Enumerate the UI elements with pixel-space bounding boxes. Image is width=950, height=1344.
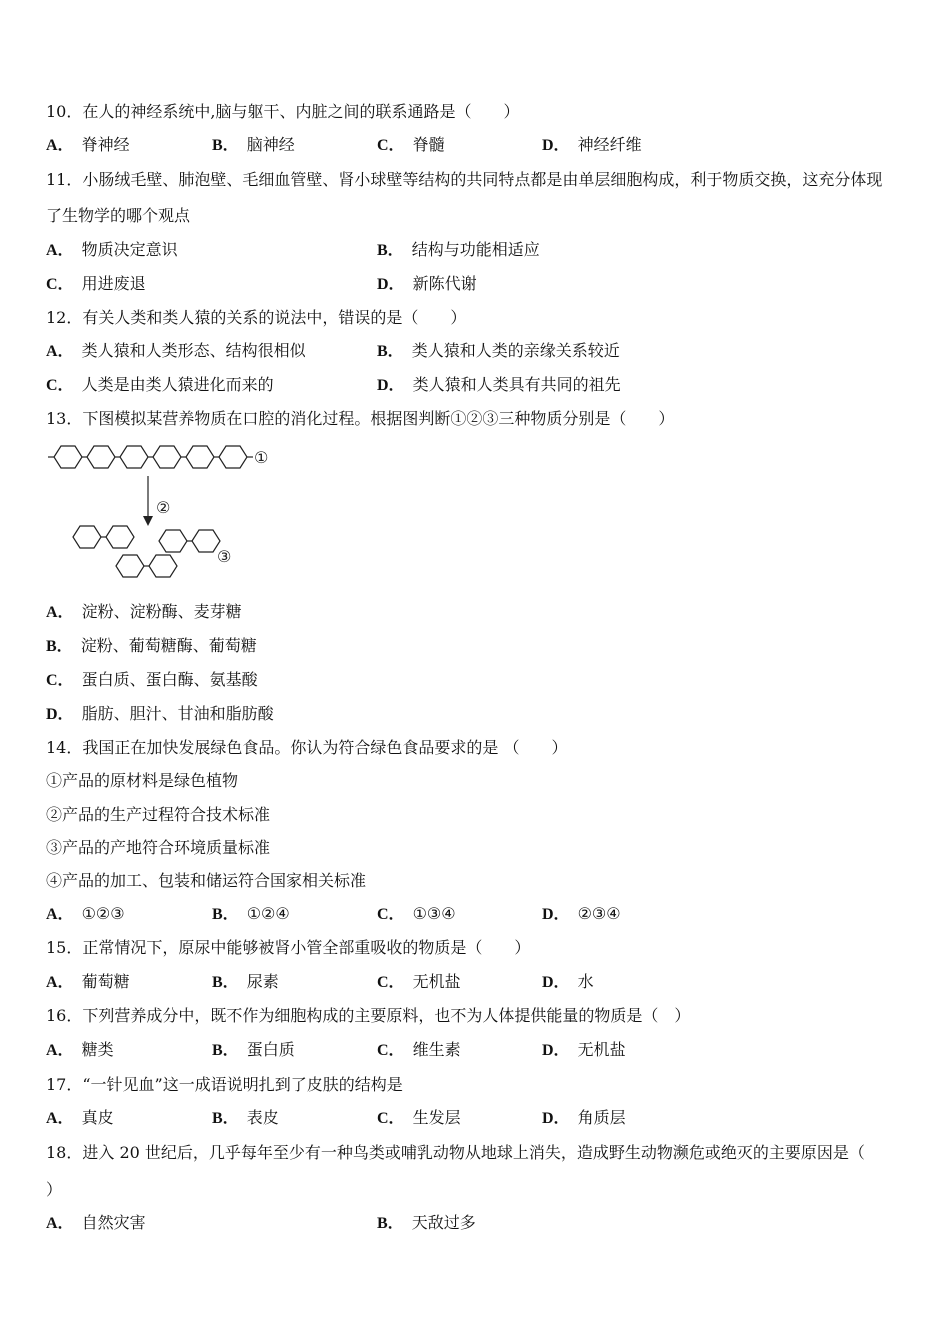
q11-stem-line1: 11．小肠绒毛壁、肺泡壁、毛细血管壁、肾小球壁等结构的共同特点都是由单层细胞构成，利于物质交换，这充分体现 <box>46 170 883 189</box>
q11-option-b: B． 结构与功能相适应 <box>377 240 540 259</box>
q10-option-c: C． 脊髓 <box>377 135 445 154</box>
q14-option-a: A． ①②③ <box>46 904 125 923</box>
q11-option-c: C． 用进废退 <box>46 274 146 293</box>
arrow-head <box>143 516 153 526</box>
q16-stem: 16．下列营养成分中，既不作为细胞构成的主要原料，也不为人体提供能量的物质是（ ） <box>46 1006 691 1025</box>
q18-stem-line2: ） <box>46 1180 63 1199</box>
q16-option-c: C． 维生素 <box>377 1040 461 1059</box>
label-1: ① <box>254 448 269 467</box>
q15-option-d: D． 水 <box>542 972 594 991</box>
q16-option-a: A． 糖类 <box>46 1040 114 1059</box>
q11-option-a: A． 物质决定意识 <box>46 240 178 259</box>
q10-option-a: A． 脊神经 <box>46 135 130 154</box>
hexagon <box>120 446 148 468</box>
label-3: ③ <box>217 547 232 566</box>
q14-option-c: C． ①③④ <box>377 904 456 923</box>
q14-option-d: D． ②③④ <box>542 904 621 923</box>
q17-option-b: B． 表皮 <box>212 1108 279 1127</box>
q15-option-a: A． 葡萄糖 <box>46 972 130 991</box>
hexagon <box>186 446 214 468</box>
q18-stem-line1: 18．进入 20 世纪后，几乎每年至少有一种鸟类或哺乳动物从地球上消失，造成野生动物濒危或绝灭的主要原因是（ <box>46 1143 865 1162</box>
q14-stem: 14．我国正在加快发展绿色食品。你认为符合绿色食品要求的是 （ ） <box>46 738 568 757</box>
q17-option-a: A． 真皮 <box>46 1108 114 1127</box>
q17-option-c: C． 生发层 <box>377 1108 461 1127</box>
q10-option-b: B． 脑神经 <box>212 135 295 154</box>
hexagon <box>219 446 247 468</box>
q12-option-a: A． 类人猿和人类形态、结构很相似 <box>46 341 306 360</box>
hexagon <box>54 446 82 468</box>
q16-option-d: D． 无机盐 <box>542 1040 626 1059</box>
q13-option-d: D． 脂肪、胆汁、甘油和脂肪酸 <box>46 704 274 723</box>
q13-option-b: B． 淀粉、葡萄糖酶、葡萄糖 <box>46 636 257 655</box>
digestion-diagram <box>46 440 286 585</box>
label-2: ② <box>156 498 171 517</box>
hexagon <box>149 555 177 577</box>
q12-stem: 12．有关人类和类人猿的关系的说法中，错误的是（ ） <box>46 308 467 327</box>
q14-option-b: B． ①②④ <box>212 904 290 923</box>
hexagon <box>73 526 101 548</box>
q12-option-c: C． 人类是由类人猿进化而来的 <box>46 375 274 394</box>
q14-statement-1: ①产品的原材料是绿色植物 <box>46 771 239 790</box>
hexagon <box>87 446 115 468</box>
q18-option-b: B． 天敌过多 <box>377 1213 476 1232</box>
q14-statement-3: ③产品的产地符合环境质量标准 <box>46 838 271 857</box>
q18-option-a: A． 自然灾害 <box>46 1213 146 1232</box>
q15-option-c: C． 无机盐 <box>377 972 461 991</box>
hexagon <box>116 555 144 577</box>
q11-option-d: D． 新陈代谢 <box>377 274 477 293</box>
q13-option-a: A． 淀粉、淀粉酶、麦芽糖 <box>46 602 242 621</box>
q16-option-b: B． 蛋白质 <box>212 1040 295 1059</box>
q10-stem: 10．在人的神经系统中,脑与躯干、内脏之间的联系通路是（ ） <box>46 102 520 121</box>
q12-option-b: B． 类人猿和人类的亲缘关系较近 <box>377 341 620 360</box>
hexagon <box>153 446 181 468</box>
q15-option-b: B． 尿素 <box>212 972 279 991</box>
q11-stem-line2: 了生物学的哪个观点 <box>46 206 191 225</box>
q13-stem: 13．下图模拟某营养物质在口腔的消化过程。根据图判断①②③三种物质分别是（ ） <box>46 409 675 428</box>
q12-option-d: D． 类人猿和人类具有共同的祖先 <box>377 375 621 394</box>
hexagon <box>159 530 187 552</box>
q17-option-d: D． 角质层 <box>542 1108 626 1127</box>
hexagon <box>106 526 134 548</box>
q14-statement-2: ②产品的生产过程符合技术标准 <box>46 805 271 824</box>
q10-option-d: D． 神经纤维 <box>542 135 642 154</box>
q17-stem: 17．“一针见血”这一成语说明扎到了皮肤的结构是 <box>46 1075 403 1094</box>
q14-statement-4: ④产品的加工、包装和储运符合国家相关标准 <box>46 871 367 890</box>
q13-option-c: C． 蛋白质、蛋白酶、氨基酸 <box>46 670 258 689</box>
q15-stem: 15．正常情况下，原尿中能够被肾小管全部重吸收的物质是（ ） <box>46 938 531 957</box>
hexagon <box>192 530 220 552</box>
